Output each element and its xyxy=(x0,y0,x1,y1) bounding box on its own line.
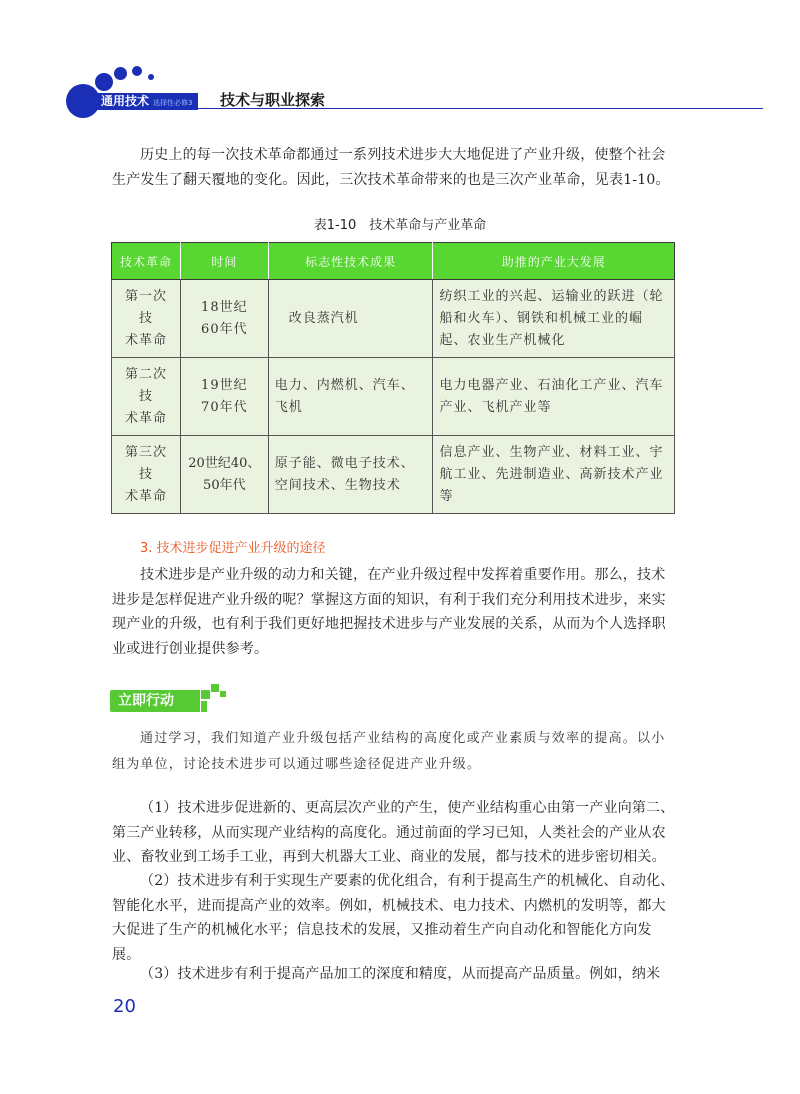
table-header-cell: 技术革命 xyxy=(112,243,181,280)
action-badge xyxy=(110,684,230,716)
series-label: 通用技术 xyxy=(101,94,150,108)
intro-paragraph: 历史上的每一次技术革命都通过一系列技术进步大大地促进了产业升级，使整个社会生产发生了翻天覆地的变化。因此，三次技术革命带来的也是三次产业革命，见表1-10。 xyxy=(112,147,670,188)
table-row xyxy=(112,358,675,436)
revolution-cell xyxy=(112,280,181,358)
industry-cell: 纺织工业的兴起、运输业的跃进（轮船和火车）、钢铁和机械工业的崛起、农业生产机械化 xyxy=(433,280,675,358)
header-dot xyxy=(95,73,113,91)
time-cell xyxy=(180,358,268,436)
table-header-cell: 时间 xyxy=(180,243,268,280)
tech-cell: 电力、内燃机、汽车、飞机 xyxy=(268,358,433,436)
cell-line: 50年代 xyxy=(203,477,246,493)
table-row xyxy=(112,280,675,358)
cell-line: 术革命 xyxy=(124,488,167,504)
action-square xyxy=(201,701,207,712)
header-dot xyxy=(114,67,127,80)
industry-cell: 电力电器产业、石油化工产业、汽车产业、飞机产业等 xyxy=(433,358,675,436)
revolution-table xyxy=(111,242,675,514)
cell-line: 术革命 xyxy=(124,332,167,348)
cell-line: 第二次技 xyxy=(124,366,167,404)
action-square xyxy=(201,690,210,699)
table-header-row xyxy=(112,243,675,280)
tech-cell: 原子能、微电子技术、空间技术、生物技术 xyxy=(268,436,433,514)
time-cell xyxy=(180,280,268,358)
header-dot xyxy=(132,66,142,76)
table-row xyxy=(112,436,675,514)
series-tag xyxy=(91,93,198,110)
cell-line: 术革命 xyxy=(124,410,167,426)
header-rule xyxy=(100,108,763,109)
cell-line: 70年代 xyxy=(201,399,248,415)
table-header-cell: 标志性技术成果 xyxy=(268,243,433,280)
cell-line: 19世纪 xyxy=(201,377,248,393)
revolution-cell xyxy=(112,358,181,436)
cell-line: 第一次技 xyxy=(124,288,167,326)
page-number: 20 xyxy=(113,996,136,1017)
header-dot xyxy=(148,74,154,80)
action-paragraph: 通过学习，我们知道产业升级包括产业结构的高度化或产业素质与效率的提高。以小组为单位，讨论技术进步可以通过哪些途径促进产业升级。 xyxy=(112,731,666,772)
series-sub-label: 选择性必修3 xyxy=(153,99,193,107)
cell-line: 60年代 xyxy=(201,321,248,337)
action-square xyxy=(211,684,219,692)
point-paragraph: （1）技术进步促进新的、更高层次产业的产生，使产业结构重心由第一产业向第二、第三产业转移，从而实现产业结构的高度化。通过前面的学习已知，人类社会的产业从农业、畜牧业到工场手工业，再到大机器大工业、商业的发展，都与技术的进步密切相关。 xyxy=(112,800,675,865)
section-paragraph: 技术进步是产业升级的动力和关键，在产业升级过程中发挥着重要作用。那么，技术进步是怎样促进产业升级的呢？掌握这方面的知识，有利于我们充分利用技术进步，来实现产业的升级，也有利于我们更好地把握技术进步与产业发展的关系，从而为个人选择职业或进行创业提供参考。 xyxy=(112,567,666,657)
revolution-cell xyxy=(112,436,181,514)
book-title: 技术与职业探索 xyxy=(220,91,326,109)
table-caption: 表1-10 技术革命与产业革命 xyxy=(313,218,487,233)
point-paragraph: （3）技术进步有利于提高产品加工的深度和精度，从而提高产品质量。例如，纳米 xyxy=(140,966,661,982)
action-square xyxy=(220,691,226,697)
cell-line: 18世纪 xyxy=(201,299,248,315)
cell-line: 20世纪40、 xyxy=(188,455,261,471)
cell-line: 第三次技 xyxy=(124,444,167,482)
table-header-cell: 助推的产业大发展 xyxy=(433,243,675,280)
industry-cell: 信息产业、生物产业、材料工业、宇航工业、先进制造业、高新技术产业等 xyxy=(433,436,675,514)
point-paragraph: （2）技术进步有利于实现生产要素的优化组合，有利于提高生产的机械化、自动化、智能化水平，进而提高产业的效率。例如，机械技术、电力技术、内燃机的发明等，都大大促进了生产的机械化水平；信息技术的发展，又推动着生产向自动化和智能化方向发展。 xyxy=(112,873,675,963)
section-heading: 3. 技术进步促进产业升级的途径 xyxy=(140,541,326,556)
action-label: 立即行动 xyxy=(110,690,200,712)
tech-cell: 改良蒸汽机 xyxy=(268,280,433,358)
time-cell xyxy=(180,436,268,514)
